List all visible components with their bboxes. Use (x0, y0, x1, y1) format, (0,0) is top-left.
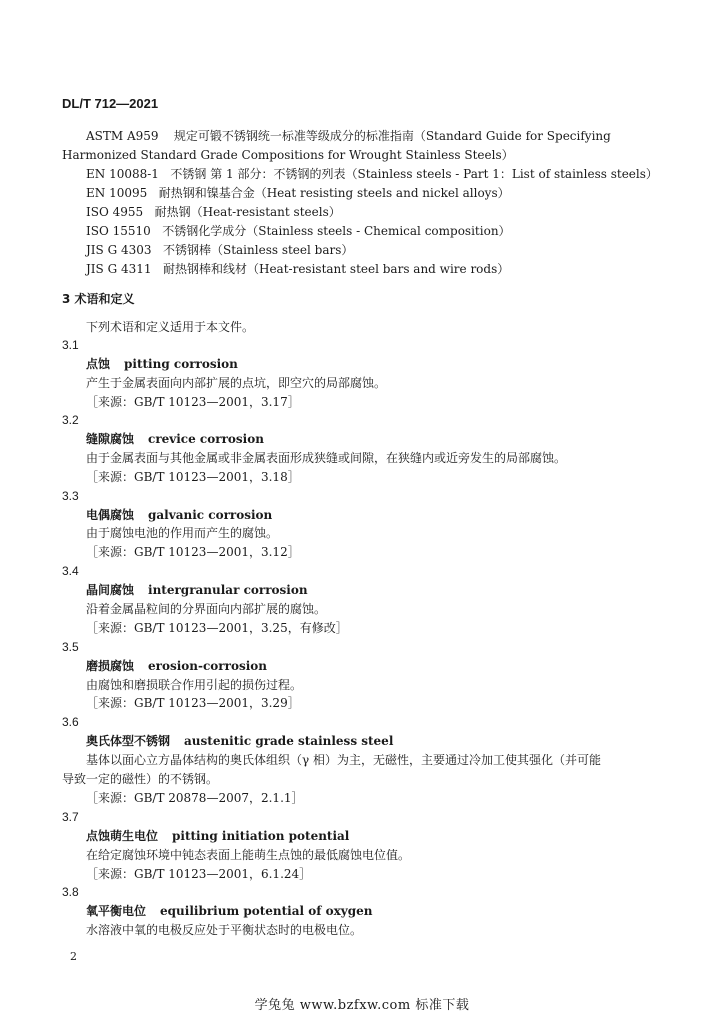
term-en: intergranular corrosion (148, 583, 308, 597)
term-number: 3.3 (62, 489, 79, 503)
term-definition-continuation: 导致一定的磁性）的不锈钢。 (62, 772, 219, 786)
term-title (86, 827, 349, 844)
reference-title: 规定可锻不锈钢统一标准等级成分的标准指南（Standard Guide for Specifying (173, 129, 611, 143)
reference-title: 耐热钢（Heat-resistant steels） (154, 205, 341, 219)
term-number: 3.5 (62, 640, 79, 654)
reference-title: 耐热钢棒和线材（Heat-resistant steel bars and wire rods） (162, 262, 510, 276)
term-definition: 产生于金属表面向内部扩展的点坑，即空穴的局部腐蚀。 (86, 376, 387, 390)
term-cn: 磨损腐蚀 (86, 659, 135, 673)
term-number: 3.4 (62, 564, 79, 578)
term-source: ［来源：GB/T 10123—2001，6.1.24］ (86, 867, 312, 881)
term-number: 3.1 (62, 338, 79, 352)
term-title (86, 732, 393, 749)
term-source: ［来源：GB/T 10123—2001，3.12］ (86, 545, 300, 559)
page-number: 2 (70, 950, 77, 963)
reference-item (86, 241, 353, 258)
term-en: crevice corrosion (148, 432, 264, 446)
term-definition: 由腐蚀和磨损联合作用引起的损伤过程。 (86, 678, 303, 692)
term-definition: 由于金属表面与其他金属或非金属表面形成狭缝或间隙，在狭缝内或近旁发生的局部腐蚀。 (86, 451, 567, 465)
term-number: 3.8 (62, 885, 79, 899)
term-en: equilibrium potential of oxygen (160, 904, 373, 918)
reference-item (86, 260, 509, 277)
reference-title: 耐热钢和镍基合金（Heat resisting steels and nickel alloys） (158, 186, 510, 200)
reference-code: ISO 15510 (86, 224, 151, 238)
term-number: 3.6 (62, 715, 79, 729)
term-source: ［来源：GB/T 10123—2001，3.17］ (86, 395, 300, 409)
term-cn: 奥氏体型不锈钢 (86, 734, 171, 748)
term-cn: 电偶腐蚀 (86, 508, 135, 522)
term-title (86, 657, 267, 674)
term-cn: 氧平衡电位 (86, 904, 147, 918)
term-en: erosion-corrosion (148, 659, 268, 673)
term-cn: 缝隙腐蚀 (86, 432, 135, 446)
reference-code: EN 10088-1 (86, 167, 159, 181)
reference-item-continuation: Harmonized Standard Grade Compositions for Wrought Stainless Steels） (62, 148, 514, 162)
reference-item (86, 184, 510, 201)
reference-code: JIS G 4311 (86, 262, 152, 276)
reference-item (86, 127, 611, 144)
reference-item (86, 222, 511, 239)
section-intro: 下列术语和定义适用于本文件。 (86, 320, 255, 334)
term-cn: 晶间腐蚀 (86, 583, 135, 597)
footer-watermark: 学兔兔 www.bzfxw.com 标准下载 (254, 998, 470, 1013)
reference-title: 不锈钢棒（Stainless steel bars） (162, 243, 354, 257)
term-source: ［来源：GB/T 20878—2007，2.1.1］ (86, 791, 304, 805)
reference-code: ASTM A959 (86, 129, 159, 143)
term-title (86, 430, 264, 447)
reference-code: JIS G 4303 (86, 243, 152, 257)
reference-code: ISO 4955 (86, 205, 144, 219)
term-title (86, 355, 238, 372)
term-title (86, 581, 308, 598)
term-definition: 由于腐蚀电池的作用而产生的腐蚀。 (86, 526, 279, 540)
term-cn: 点蚀 (86, 357, 111, 371)
reference-title: 不锈钢化学成分（Stainless steels - Chemical composition） (162, 224, 511, 238)
standard-number: DL/T 712—2021 (62, 96, 159, 111)
term-number: 3.7 (62, 810, 79, 824)
reference-item (86, 203, 341, 220)
section-heading: 3 术语和定义 (62, 292, 135, 306)
reference-item (86, 165, 658, 182)
reference-code: EN 10095 (86, 186, 148, 200)
term-source: ［来源：GB/T 10123—2001，3.29］ (86, 696, 300, 710)
term-en: pitting corrosion (124, 357, 238, 371)
term-number: 3.2 (62, 413, 79, 427)
term-en: galvanic corrosion (148, 508, 273, 522)
term-definition: 沿着金属晶粒间的分界面向内部扩展的腐蚀。 (86, 602, 327, 616)
term-en: austenitic grade stainless steel (184, 734, 394, 748)
reference-title: 不锈钢 第 1 部分：不锈钢的列表（Stainless steels - Part 1：List of stainless steels） (170, 167, 658, 181)
term-source: ［来源：GB/T 10123—2001，3.25，有修改］ (86, 621, 348, 635)
term-title (86, 506, 272, 523)
term-source: ［来源：GB/T 10123—2001，3.18］ (86, 470, 300, 484)
term-definition: 水溶液中氧的电极反应处于平衡状态时的电极电位。 (86, 923, 363, 937)
term-title (86, 902, 372, 919)
term-en: pitting initiation potential (172, 829, 350, 843)
term-cn: 点蚀萌生电位 (86, 829, 159, 843)
term-definition: 基体以面心立方晶体结构的奥氏体组织（γ 相）为主，无磁性，主要通过冷加工使其强化（并可能 (86, 753, 601, 767)
term-definition: 在给定腐蚀环境中钝态表面上能萌生点蚀的最低腐蚀电位值。 (86, 848, 411, 862)
